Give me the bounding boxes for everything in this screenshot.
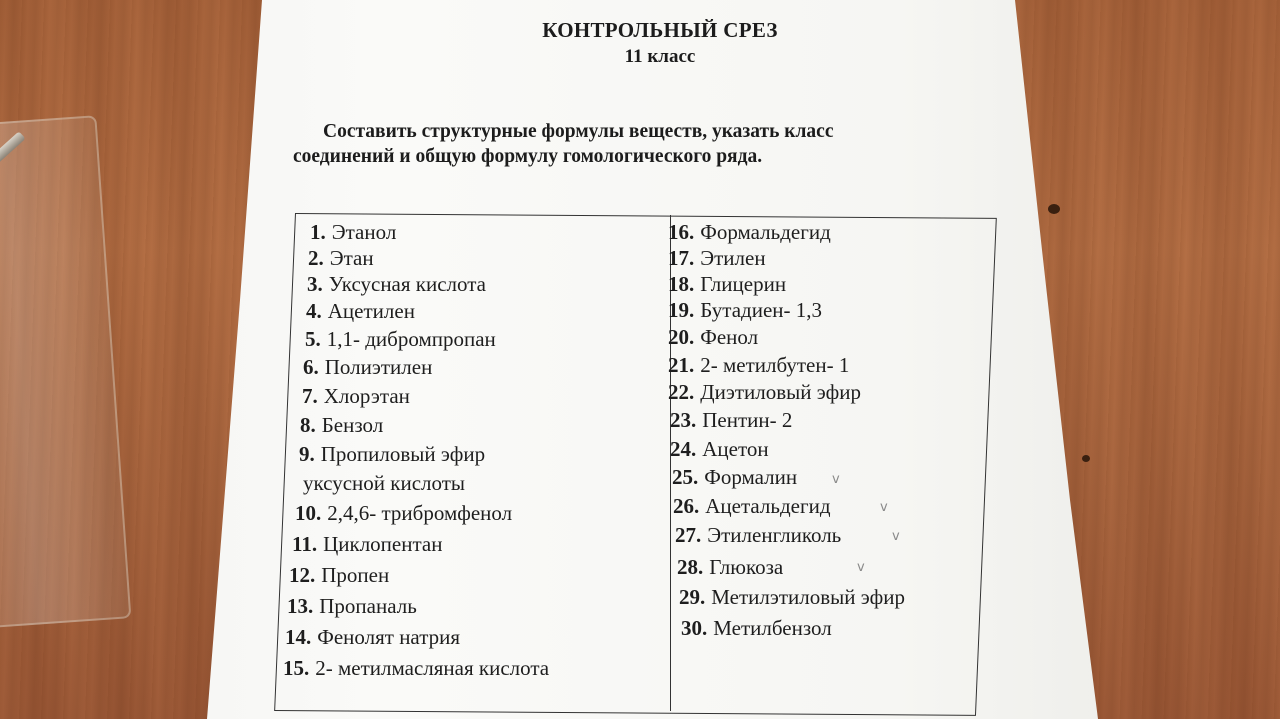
list-item: 27. Этиленгликоль <box>675 523 842 547</box>
list-item: 15. 2- метилмасляная кислота <box>283 656 550 680</box>
list-item: 23. Пентин- 2 <box>670 408 793 432</box>
list-item: 16. Формальдегид <box>668 220 831 244</box>
list-item: 8. Бензол <box>300 413 384 437</box>
list-item: 21. 2- метилбутен- 1 <box>668 353 850 377</box>
list-item: 13. Пропаналь <box>287 594 417 618</box>
desk-speck <box>1082 455 1090 462</box>
check-mark: v <box>880 500 888 515</box>
check-mark: v <box>857 560 865 575</box>
list-item: 20. Фенол <box>668 325 759 349</box>
list-item: 7. Хлорэтан <box>302 384 410 408</box>
list-item: 29. Метилэтиловый эфир <box>679 585 906 609</box>
list-item: 30. Метилбензол <box>681 616 832 640</box>
list-item: 2. Этан <box>308 246 374 270</box>
list-item: 25. Формалин <box>672 465 798 489</box>
check-mark: v <box>892 529 900 544</box>
list-item: уксусной кислоты <box>303 471 466 495</box>
list-item: 14. Фенолят натрия <box>285 625 461 649</box>
list-item: 28. Глюкоза <box>677 555 784 579</box>
list-item: 3. Уксусная кислота <box>307 272 487 296</box>
list-item: 18. Глицерин <box>668 272 787 296</box>
plastic-sleeve <box>0 115 131 629</box>
list-item: 6. Полиэтилен <box>303 355 433 379</box>
list-item: 5. 1,1- дибромпропан <box>305 327 496 351</box>
list-item: 11. Циклопентан <box>292 532 443 556</box>
list-item: 1. Этанол <box>310 220 397 244</box>
list-item: 17. Этилен <box>668 246 766 270</box>
list-item: 22. Диэтиловый эфир <box>668 380 861 404</box>
list-item: 19. Бутадиен- 1,3 <box>668 298 823 322</box>
check-mark: v <box>832 472 840 487</box>
list-item: 4. Ацетилен <box>306 299 415 323</box>
list-item: 24. Ацетон <box>670 437 769 461</box>
list-item: 26. Ацетальдегид <box>673 494 831 518</box>
list-item: 10. 2,4,6- трибромфенол <box>295 501 513 525</box>
instruction-line-1: Составить структурные формулы веществ, указать класс <box>323 121 834 142</box>
page-title: КОНТРОЛЬНЫЙ СРЕЗ <box>542 18 778 42</box>
grade-subtitle: 11 класс <box>624 46 696 67</box>
list-item: 9. Пропиловый эфир <box>299 442 486 466</box>
desk-speck <box>1048 204 1060 214</box>
instruction-line-2: соединений и общую формулу гомологического ряда. <box>293 146 763 167</box>
list-item: 12. Пропен <box>289 563 390 587</box>
